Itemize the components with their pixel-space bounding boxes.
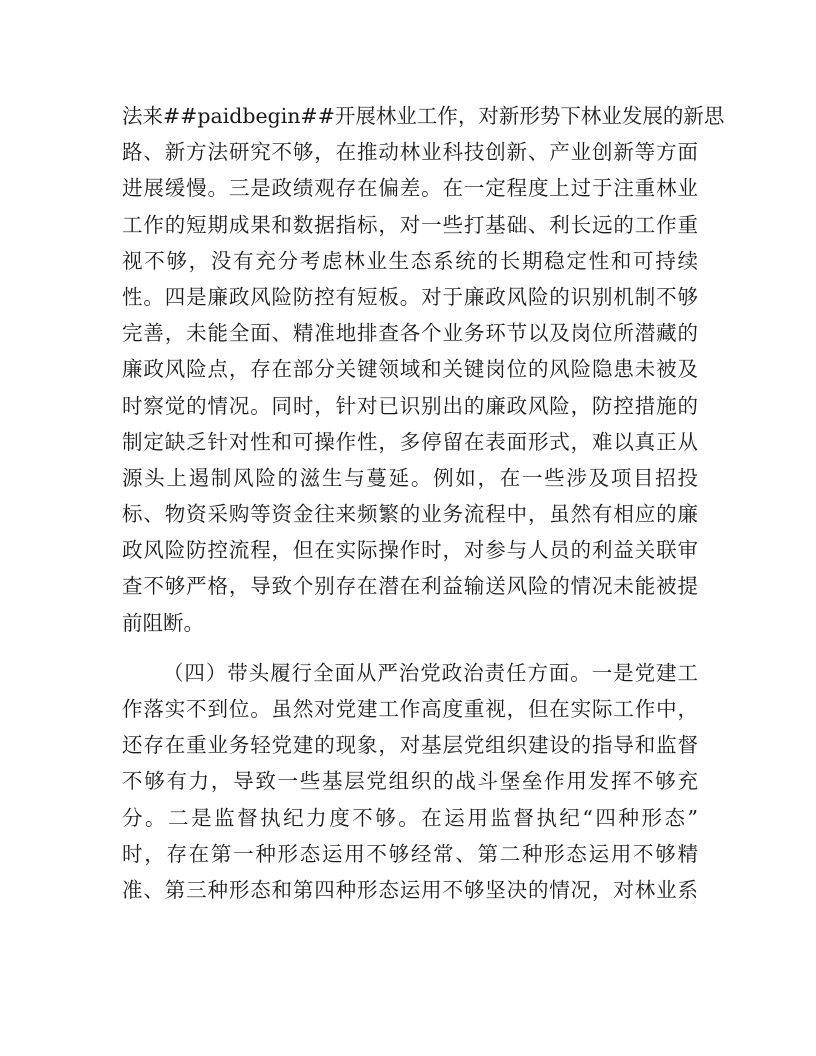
text-line: 作落实不到位。虽然对党建工作高度重视，但在实际工作中， (122, 697, 698, 721)
text-line: 准、第三种形态和第四种形态运用不够坚决的情况，对林业系 (122, 877, 698, 902)
text-line: 查不够严格，导致个别存在潜在利益输送风险的情况未能被提 (122, 574, 698, 599)
body-text (122, 98, 725, 908)
text-line: 完善，未能全面、精准地排查各个业务环节以及岗位所潜藏的 (122, 321, 698, 346)
text-line: 时，存在第一种形态运用不够经常、第二种形态运用不够精 (122, 841, 698, 866)
text-line: 视不够，没有充分考虑林业生态系统的长期稳定性和可持续 (122, 248, 698, 273)
text-line: 标、物资采购等资金往来频繁的业务流程中，虽然有相应的廉 (122, 502, 698, 527)
paragraph-2 (122, 655, 698, 908)
paragraph-1 (122, 98, 725, 641)
text-line: 进展缓慢。三是政绩观存在偏差。在一定程度上过于注重林业 (122, 176, 698, 201)
text-line: 还存在重业务轻党建的现象，对基层党组织建设的指导和监督 (122, 733, 698, 758)
text-line: 不够有力，导致一些基层党组织的战斗堡垒作用发挥不够充 (122, 769, 698, 794)
text-line: 政风险防控流程，但在实际操作时，对参与人员的利益关联审 (122, 538, 698, 563)
text-line: 源头上遏制风险的滋生与蔓延。例如，在一些涉及项目招投 (122, 465, 698, 490)
text-line: 分。二是监督执纪力度不够。在运用监督执纪“四种形态” (122, 805, 698, 830)
text-line: 性。四是廉政风险防控有短板。对于廉政风险的识别机制不够 (122, 284, 698, 309)
text-line: 法来##paidbegin##开展林业工作，对新形势下林业发展的新思 (122, 104, 725, 128)
text-line: 工作的短期成果和数据指标，对一些打基础、利长远的工作重 (122, 212, 698, 237)
text-line: 时察觉的情况。同时，针对已识别出的廉政风险，防控措施的 (122, 393, 698, 418)
text-line: 前阻断。 (122, 610, 204, 635)
text-line: 路、新方法研究不够，在推动林业科技创新、产业创新等方面 (122, 140, 698, 165)
text-line: 制定缺乏针对性和可操作性，多停留在表面形式，难以真正从 (122, 429, 698, 454)
section-heading-line: （四）带头履行全面从严治党政治责任方面。一是党建工 (163, 660, 698, 685)
text-line: 廉政风险点，存在部分关键领域和关键岗位的风险隐患未被及 (122, 357, 698, 382)
